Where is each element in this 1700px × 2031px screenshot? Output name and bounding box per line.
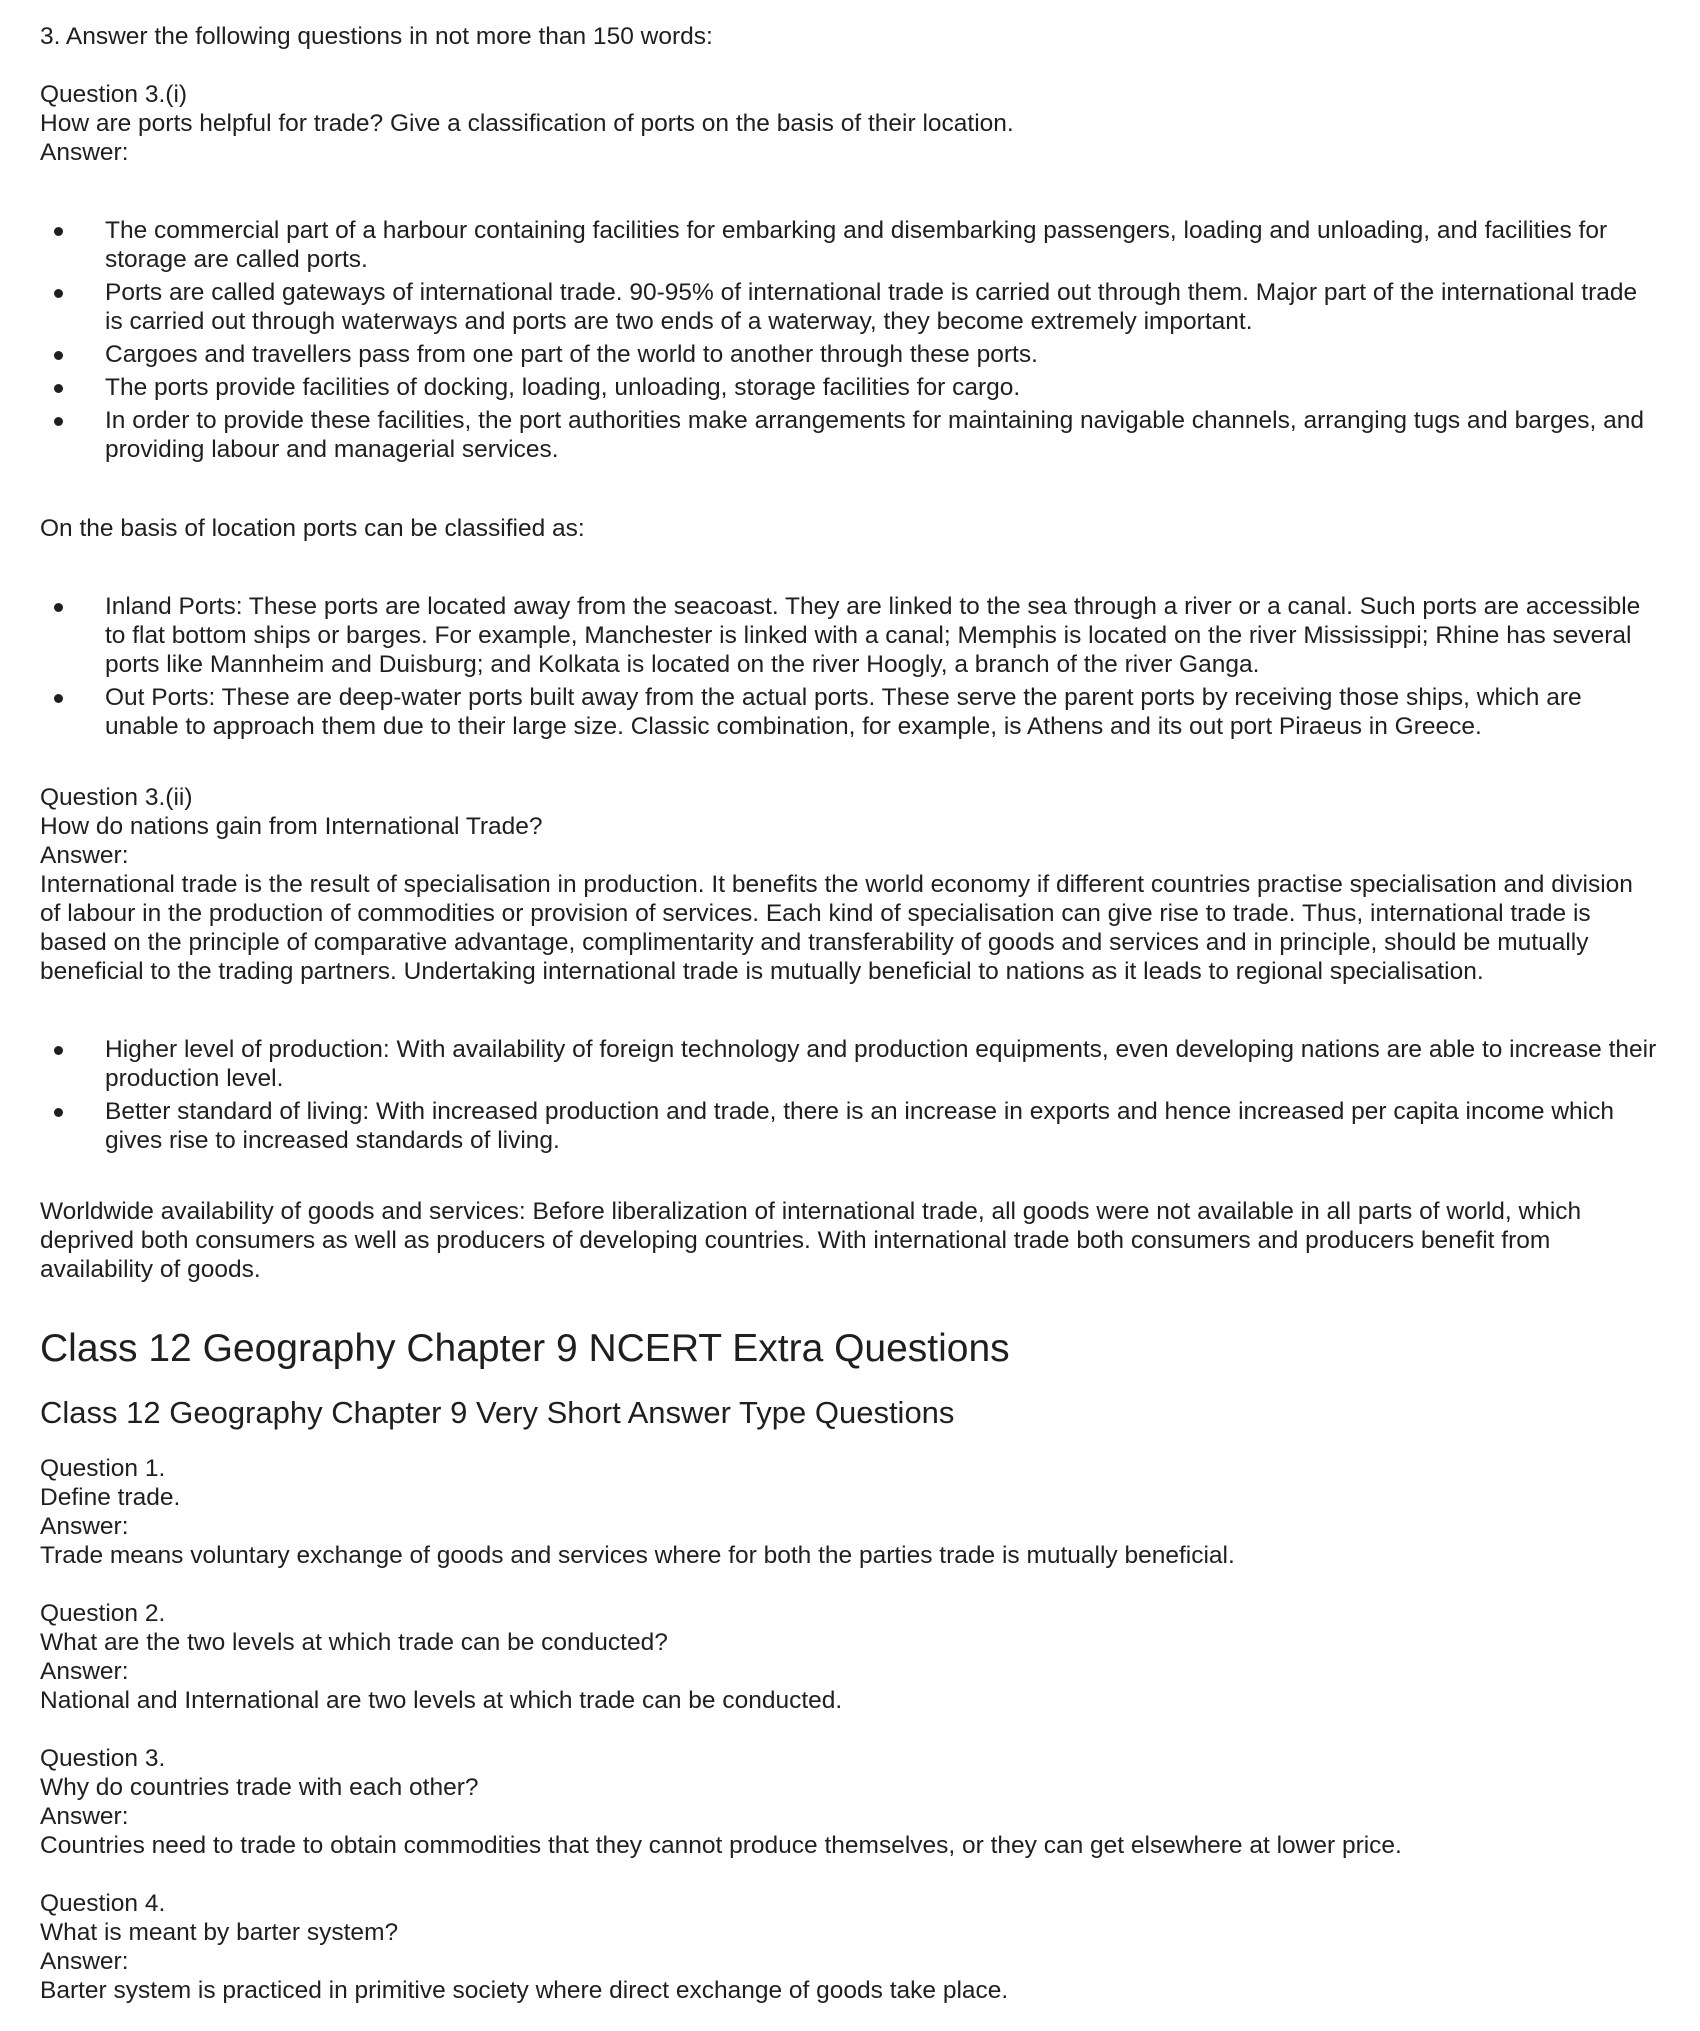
ports-bullet-list	[40, 216, 1660, 464]
answer-label: Answer:	[40, 139, 129, 166]
answer-label: Answer:	[40, 842, 129, 869]
short-question-4	[40, 1889, 1660, 2005]
intro-instruction: 3. Answer the following questions in not more than 150 words:	[40, 23, 713, 50]
question-text: How are ports helpful for trade? Give a classification of ports on the basis of their location.	[40, 110, 1014, 137]
question-text: What are the two levels at which trade can be conducted?	[40, 1629, 668, 1656]
short-question-3	[40, 1744, 1660, 1860]
classification-bullet-list	[40, 592, 1660, 741]
answer-label: Answer:	[40, 1803, 129, 1830]
spacer	[40, 51, 1660, 80]
short-question-2	[40, 1599, 1660, 1715]
list-item: In order to provide these facilities, the port authorities make arrangements for maintaining navigable channels, arranging tugs and barges, and providing labour and managerial services.	[40, 406, 1660, 464]
question-label: Question 3.(ii)	[40, 784, 193, 811]
answer-label: Answer:	[40, 1948, 129, 1975]
question-text: How do nations gain from International Trade?	[40, 813, 543, 840]
question-3ii	[40, 783, 1660, 986]
section-title: Class 12 Geography Chapter 9 NCERT Extra Questions	[40, 1327, 1010, 1370]
answer-label: Answer:	[40, 1658, 129, 1685]
classification-intro: On the basis of location ports can be classified as:	[40, 515, 585, 542]
question-text: What is meant by barter system?	[40, 1919, 399, 1946]
list-item: Cargoes and travellers pass from one part of the world to another through these ports.	[40, 340, 1660, 369]
list-item: Inland Ports: These ports are located away from the seacoast. They are linked to the sea through a river or a canal. Such ports are accessible to flat bottom ships or barges. For example, Manchester is linked with a canal; Memphis is located on the river Mississippi; Rhine has several ports like Mannheim and Duisburg; and Kolkata is located on the river Hoogly, a branch of the river Ganga.	[40, 592, 1660, 679]
question-label: Question 1.	[40, 1455, 166, 1482]
list-item: The ports provide facilities of docking, loading, unloading, storage facilities for cargo.	[40, 373, 1660, 402]
list-item: Out Ports: These are deep-water ports built away from the actual ports. These serve the parent ports by receiving those ships, which are unable to approach them due to their large size. Classic combination, for example, is Athens and its out port Piraeus in Greece.	[40, 683, 1660, 741]
answer-text: Barter system is practiced in primitive society where direct exchange of goods take place.	[40, 1977, 1009, 2004]
question-text: Define trade.	[40, 1484, 181, 1511]
answer-text: Countries need to trade to obtain commodities that they cannot produce themselves, or they can get elsewhere at lower price.	[40, 1832, 1402, 1859]
answer-paragraph: International trade is the result of specialisation in production. It benefits the world economy if different countries practise specialisation and division of labour in the production of commodities or provision of services. Each kind of specialisation can give rise to trade. Thus, international trade is based on the principle of comparative advantage, complimentarity and transferability of goods and services and in principle, should be mutually beneficial to the trading partners. Undertaking international trade is mutually beneficial to nations as it leads to regional specialisation.	[40, 871, 1633, 985]
question-3i	[40, 80, 1660, 167]
list-item: The commercial part of a harbour containing facilities for embarking and disembarking passengers, loading and unloading, and facilities for storage are called ports.	[40, 216, 1660, 274]
list-item: Ports are called gateways of international trade. 90-95% of international trade is carried out through them. Major part of the international trade is carried out through waterways and ports are two ends of a waterway, they become extremely important.	[40, 278, 1660, 336]
answer-text: National and International are two levels at which trade can be conducted.	[40, 1687, 843, 1714]
closing-paragraph: Worldwide availability of goods and services: Before liberalization of international trade, all goods were not available in all parts of world, which deprived both consumers as well as producers of developing countries. With international trade both consumers and producers benefit from availability of goods.	[40, 1198, 1582, 1283]
list-item: Better standard of living: With increased production and trade, there is an increase in exports and hence increased per capita income which gives rise to increased standards of living.	[40, 1097, 1660, 1155]
subsection-title: Class 12 Geography Chapter 9 Very Short Answer Type Questions	[40, 1395, 955, 1430]
answer-label: Answer:	[40, 1513, 129, 1540]
gains-bullet-list	[40, 1035, 1660, 1155]
question-label: Question 3.(i)	[40, 81, 188, 108]
list-item: Higher level of production: With availability of foreign technology and production equipments, even developing nations are able to increase their production level.	[40, 1035, 1660, 1093]
answer-text: Trade means voluntary exchange of goods and services where for both the parties trade is mutually beneficial.	[40, 1542, 1235, 1569]
question-label: Question 3.	[40, 1745, 166, 1772]
question-label: Question 2.	[40, 1600, 166, 1627]
short-question-1	[40, 1454, 1660, 1570]
question-label: Question 4.	[40, 1890, 166, 1917]
question-text: Why do countries trade with each other?	[40, 1774, 479, 1801]
